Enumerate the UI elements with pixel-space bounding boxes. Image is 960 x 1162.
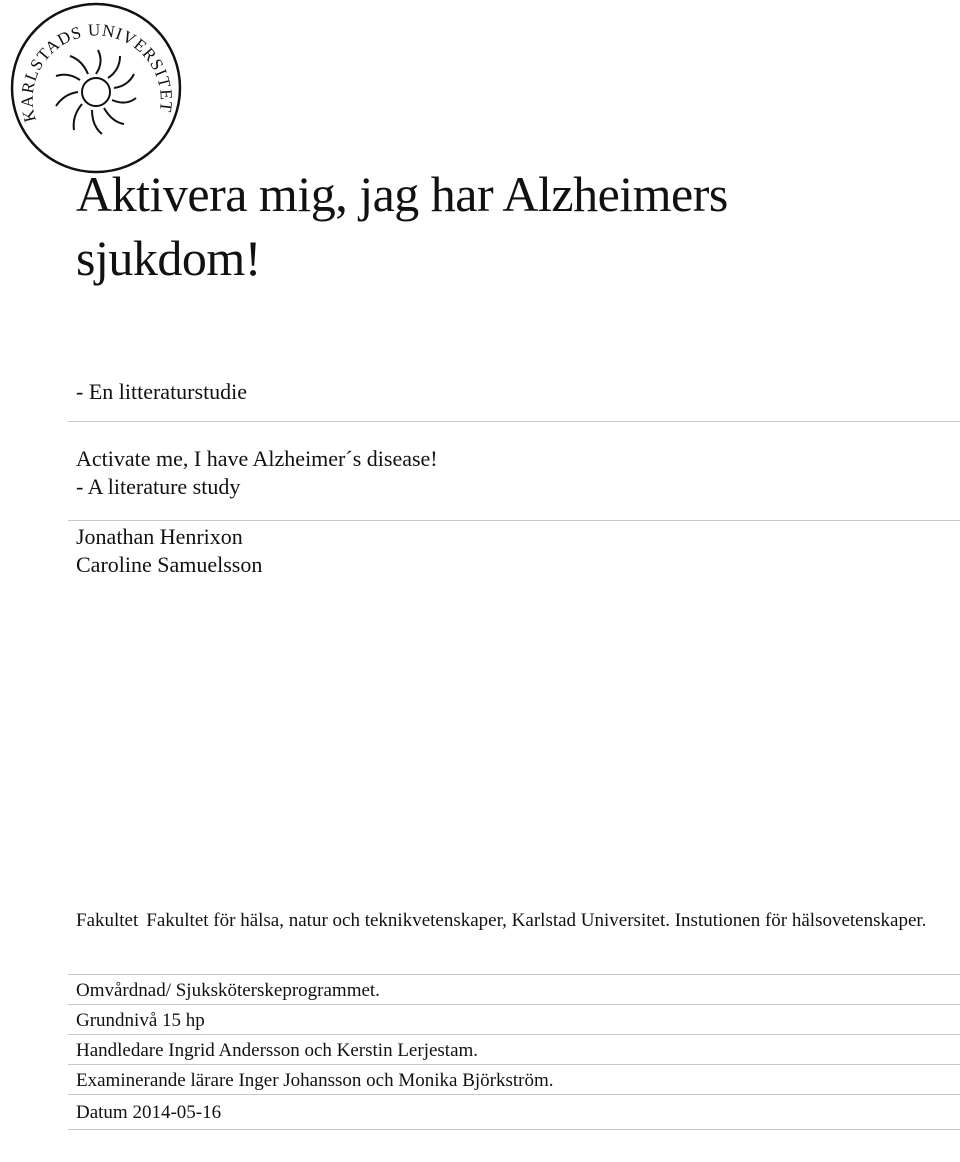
- divider: [68, 1064, 960, 1065]
- divider: [68, 1034, 960, 1035]
- date: Datum 2014-05-16: [76, 1102, 222, 1123]
- title-english: Activate me, I have Alzheimer´s disease!: [76, 446, 438, 471]
- subtitle-swedish: - En litteraturstudie: [76, 379, 248, 404]
- divider: [68, 520, 960, 521]
- subtitle-english: - A literature study: [76, 474, 241, 499]
- divider: [68, 974, 960, 975]
- level: Grundnivå 15 hp: [76, 1010, 205, 1031]
- svg-text:KARLSTADS UNIVERSITET: KARLSTADS UNIVERSITET: [17, 20, 176, 124]
- thesis-title-line-2: sjukdom!: [76, 230, 261, 286]
- thesis-title: [76, 162, 936, 290]
- supervisors: Handledare Ingrid Andersson och Kerstin Lerjestam.: [76, 1040, 479, 1061]
- faculty-info: [76, 908, 936, 934]
- faculty-label: Fakultet: [76, 910, 139, 931]
- author-2: Caroline Samuelsson: [76, 552, 263, 577]
- faculty-text: Fakultet för hälsa, natur och teknikvetenskaper, Karlstad Universitet. Instutionen för hälsovetenskaper.: [146, 910, 927, 931]
- thesis-title-line-1: Aktivera mig, jag har Alzheimers: [76, 166, 728, 222]
- divider: [68, 421, 960, 422]
- divider: [68, 1004, 960, 1005]
- divider: [68, 1094, 960, 1095]
- divider: [68, 1129, 960, 1130]
- sun-seal-icon: [0, 0, 190, 180]
- university-seal-logo: [0, 0, 190, 180]
- program: Omvårdnad/ Sjuksköterskeprogrammet.: [76, 980, 380, 1001]
- author-1: Jonathan Henrixon: [76, 524, 243, 549]
- examiners: Examinerande lärare Inger Johansson och Monika Björkström.: [76, 1070, 554, 1091]
